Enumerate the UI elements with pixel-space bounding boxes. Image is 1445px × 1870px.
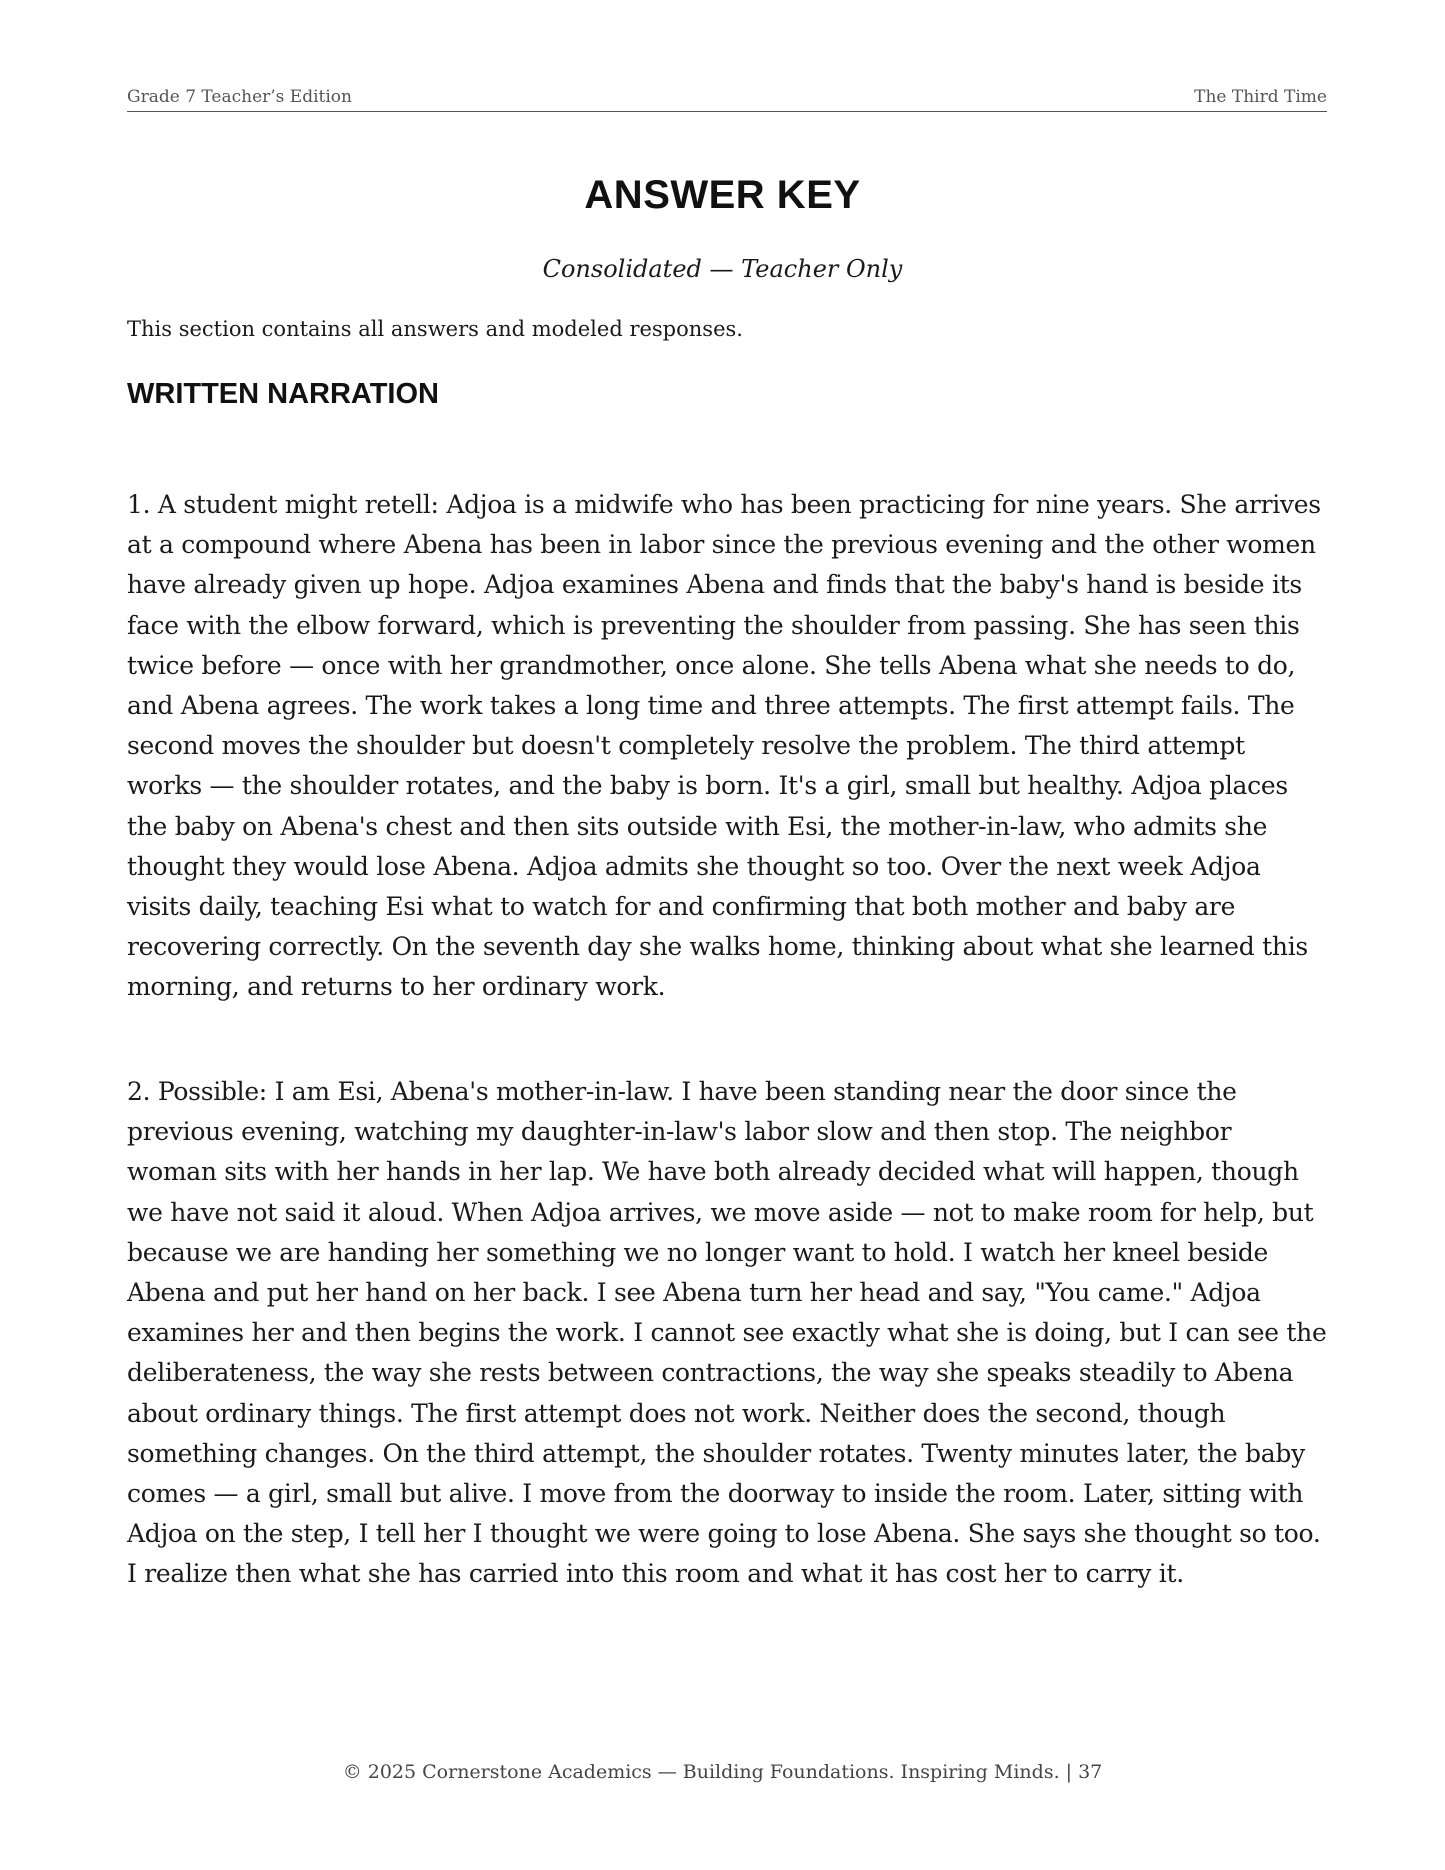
page-footer: © 2025 Cornerstone Academics — Building Foundations. Inspiring Minds. | 37 [342,1761,1103,1783]
intro-text: This section contains all answers and modeled responses. [127,317,743,341]
page-title: ANSWER KEY [584,173,861,217]
header-left-text: Grade 7 Teacher’s Edition [127,87,352,107]
section-heading: WRITTEN NARRATION [127,378,439,410]
answer-paragraph-2: 2. Possible: I am Esi, Abena's mother-in-law. I have been standing near the door since the previous evening, watching my daughter-in-law's labor slow and then stop. The neighbor woman sits with her hands in her lap. We have both already decided what will happen, though we have not said it aloud. When Adjoa arrives, we move aside — not to make room for help, but because we are handing her something we no longer want to hold. I watch her kneel beside Abena and put her hand on her back. I see Abena turn her head and say, "You came." Adjoa examines her and then begins the work. I cannot see exactly what she is doing, but I can see the deliberateness, the way she rests between contractions, the way she speaks steadily to Abena about ordinary things. The first attempt does not work. Neither does the second, though something changes. On the third attempt, the shoulder rotates. Twenty minutes later, the baby comes — a girl, small but alive. I move from the doorway to inside the room. Later, sitting with Adjoa on the step, I tell her I thought we were going to lose Abena. She says she thought so too. I realize then what she has carried into this room and what it has cost her to carry it. [127,1077,1327,1589]
header-right-text: The Third Time [1194,87,1327,107]
running-header [127,84,1327,112]
page-subtitle: Consolidated — Teacher Only [542,255,903,283]
answer-paragraph-1: 1. A student might retell: Adjoa is a midwife who has been practicing for nine years. She arrives at a compound where Abena has been in labor since the previous evening and the other women have already given up hope. Adjoa examines Abena and finds that the baby's hand is beside its face with the elbow forward, which is preventing the shoulder from passing. She has seen this twice before — once with her grandmother, once alone. She tells Abena what she needs to do, and Abena agrees. The work takes a long time and three attempts. The first attempt fails. The second moves the shoulder but doesn't completely resolve the problem. The third attempt works — the shoulder rotates, and the baby is born. It's a girl, small but healthy. Adjoa places the baby on Abena's chest and then sits outside with Esi, the mother-in-law, who admits she thought they would lose Abena. Adjoa admits she thought so too. Over the next week Adjoa visits daily, teaching Esi what to watch for and confirming that both mother and baby are recovering correctly. On the seventh day she walks home, thinking about what she learned this morning, and returns to her ordinary work. [127,490,1321,1002]
